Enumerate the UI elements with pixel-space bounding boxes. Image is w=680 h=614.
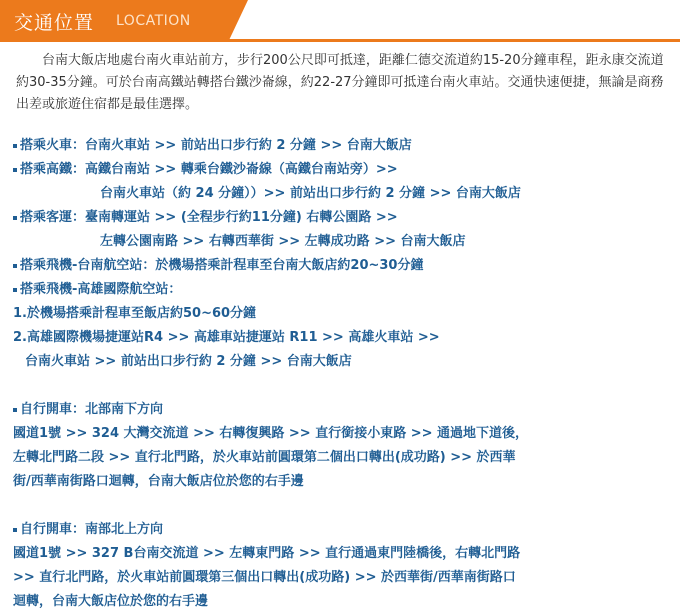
drive-north-line: 街/西華南街路口迴轉，台南大飯店位於您的右手邊 bbox=[13, 474, 304, 489]
drive-south-heading: 自行開車：南部北上方向 bbox=[13, 518, 673, 542]
section-header bbox=[0, 0, 680, 42]
route-hsr: 搭乘高鐵：高鐵台南站 >> 轉乘台鐵沙崙線（高鐵台南站旁）>> bbox=[13, 158, 673, 182]
route-list bbox=[13, 134, 673, 614]
header-divider bbox=[0, 39, 680, 42]
route-kaohsiung-option-2-cont: 台南火車站 >> 前站出口步行約 2 分鐘 >> 台南大飯店 bbox=[25, 354, 352, 369]
route-train: 搭乘火車：台南火車站 >> 前站出口步行約 2 分鐘 >> 台南大飯店 bbox=[13, 134, 673, 158]
drive-south-line: 迴轉，台南大飯店位於您的右手邊 bbox=[13, 594, 209, 609]
drive-north-line: 國道1號 >> 324 大灣交流道 >> 右轉復興路 >> 直行銜接小東路 >> 通過地下道後， bbox=[13, 426, 529, 441]
section-title: 交通位置 bbox=[14, 12, 95, 34]
route-kaohsiung-option-1: 1.於機場搭乘計程車至飯店約50~60分鐘 bbox=[13, 306, 257, 321]
route-bus: 搭乘客運：臺南轉運站 >> (全程步行約11分鐘) 右轉公園路 >> bbox=[13, 206, 673, 230]
intro-paragraph bbox=[16, 50, 666, 116]
route-kaohsiung-option-2: 2.高雄國際機場捷運站R4 >> 高雄車站捷運站 R11 >> 高雄火車站 >> bbox=[13, 330, 440, 345]
route-flight-tainan: 搭乘飛機-台南航空站：於機場搭乘計程車至台南大飯店約20~30分鐘 bbox=[13, 254, 673, 278]
section-subtitle: LOCATION bbox=[116, 13, 191, 29]
drive-north-line: 左轉北門路二段 >> 直行北門路，於火車站前圓環第二個出口轉出(成功路) >> 於西華 bbox=[13, 450, 516, 465]
drive-south-line: >> 直行北門路，於火車站前圓環第三個出口轉出(成功路) >> 於西華街/西華南街路口 bbox=[13, 570, 516, 585]
route-bus-cont: 左轉公園南路 >> 右轉西華街 >> 左轉成功路 >> 台南大飯店 bbox=[100, 234, 466, 249]
route-hsr-cont: 台南火車站（約 24 分鐘））>> 前站出口步行約 2 分鐘 >> 台南大飯店 bbox=[100, 186, 521, 201]
drive-south-line: 國道1號 >> 327 B台南交流道 >> 左轉東門路 >> 直行通過東門陸橋後，右轉北門路 bbox=[13, 546, 521, 561]
drive-north-heading: 自行開車：北部南下方向 bbox=[13, 398, 673, 422]
intro-text: 台南大飯店地處台南火車站前方，步行200公尺即可抵達，距離仁德交流道約15-20分鐘車程，距永康交流道約30-35分鐘。可於台南高鐵站轉搭台鐵沙崙線，約22-27分鐘即可抵達台南火車站。交通快速便捷，無論是商務出差或旅遊住宿都是最佳選擇。 bbox=[16, 53, 664, 112]
route-flight-kaohsiung: 搭乘飛機-高雄國際航空站： bbox=[13, 278, 673, 302]
